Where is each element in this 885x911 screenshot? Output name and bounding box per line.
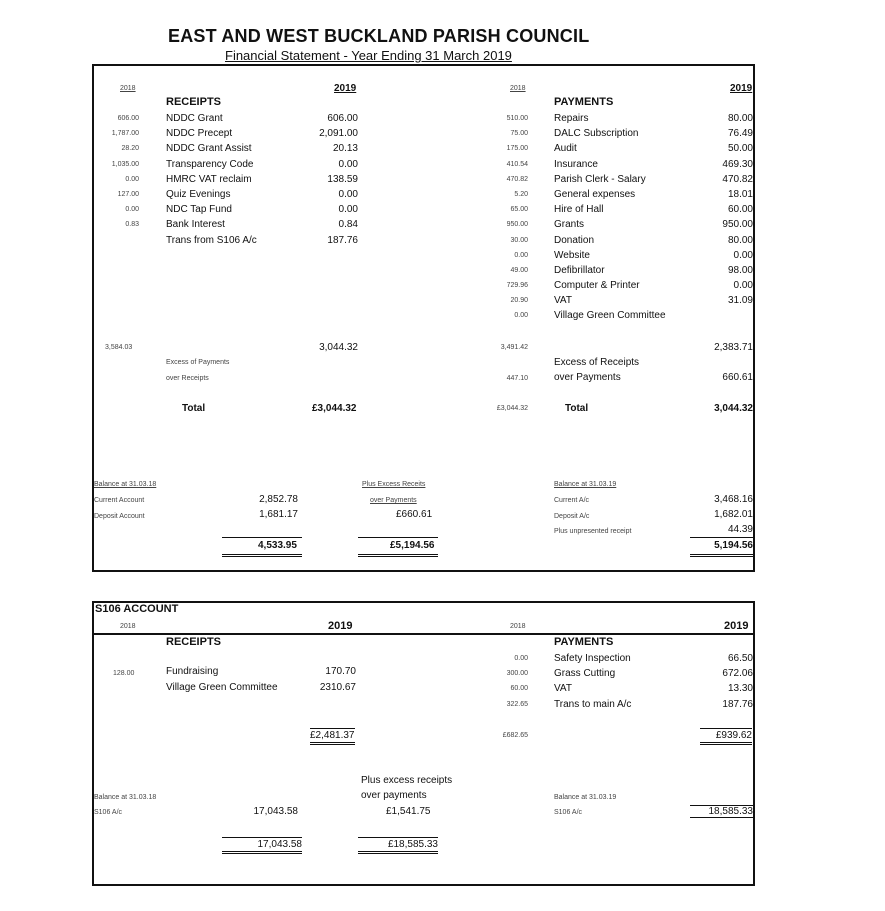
payment-curr: 50.00	[727, 143, 753, 155]
s106-balance-open-value: 17,043.58	[253, 806, 298, 817]
s106-balance-close-label: S106 A/c	[554, 809, 583, 816]
s106-receipt-label: Village Green Committee	[166, 682, 278, 693]
payment-label: Insurance	[554, 158, 598, 170]
receipt-label: NDC Tap Fund	[166, 204, 232, 216]
payment-prev: 30.00	[510, 236, 528, 244]
payment-curr: 950.00	[722, 219, 753, 231]
s106-balance-open-heading: Balance at 31.03.18	[94, 794, 157, 801]
receipt-label: Transparency Code	[166, 158, 254, 170]
balance-close-rule	[690, 537, 753, 538]
payment-prev: 410.54	[506, 160, 528, 168]
receipt-prev: 0.83	[125, 221, 139, 229]
receipt-prev: 1,035.00	[111, 160, 139, 168]
balance-close-deposit-value: 1,682.01	[714, 509, 753, 520]
payments-subtotal-curr: 2,383.71	[714, 342, 753, 353]
receipts-total-curr: £3,044.32	[312, 403, 357, 414]
payment-prev: 5.20	[514, 190, 528, 198]
payments-excess-label-1: Excess of Receipts	[554, 357, 640, 368]
payment-label: General expenses	[554, 188, 636, 200]
payment-label: Website	[554, 249, 590, 261]
s106-title: S106 ACCOUNT	[95, 603, 179, 615]
balance-close-unpresented-label: Plus unpresented receipt	[554, 528, 632, 535]
payment-label: DALC Subscription	[554, 128, 639, 140]
receipt-label: NDDC Precept	[166, 128, 233, 140]
s106-receipts-year-curr: 2019	[328, 620, 353, 632]
payment-curr: 31.09	[727, 295, 753, 307]
payment-label: Audit	[554, 143, 577, 155]
balance-close-deposit-label: Deposit A/c	[554, 513, 590, 520]
payment-prev: 950.00	[506, 221, 528, 229]
balance-open-rule	[222, 537, 302, 538]
payments-heading: PAYMENTS	[554, 96, 614, 108]
s106-excess-value: £1,541.75	[386, 806, 431, 817]
s106-payments-prev-column	[490, 651, 528, 712]
receipt-curr: 0.00	[338, 204, 358, 216]
receipt-prev: 127.00	[117, 190, 139, 198]
receipts-label-column	[166, 111, 257, 248]
payment-prev: 0.00	[514, 312, 528, 320]
receipts-year-prev: 2018	[120, 85, 136, 92]
s106-balance-open-label: S106 A/c	[94, 809, 123, 816]
payment-label: Donation	[554, 234, 595, 246]
payments-subtotal-prev: 3,491.42	[500, 344, 528, 351]
s106-payment-label: Grass Cutting	[554, 668, 616, 680]
receipt-prev: 606.00	[117, 115, 139, 122]
s106-payments-year-prev: 2018	[510, 623, 526, 630]
excess-total: £5,194.56	[390, 540, 435, 551]
receipt-label: NDDC Grant	[166, 113, 223, 124]
excess-rule	[358, 537, 438, 538]
payment-prev: 20.90	[510, 297, 528, 305]
balance-open-current-label: Current Account	[94, 497, 145, 504]
balance-open-deposit-value: 1,681.17	[259, 509, 298, 520]
receipts-total-label: Total	[182, 403, 206, 414]
payment-curr: 469.30	[722, 158, 753, 170]
payment-curr: 80.00	[727, 234, 753, 246]
s106-receipts-total: £2,481.37	[310, 728, 355, 745]
payment-curr	[690, 308, 753, 323]
payment-label: Village Green Committee	[554, 310, 666, 322]
balance-close-double-rule	[690, 554, 753, 557]
payment-label: Parish Clerk - Salary	[554, 173, 646, 185]
payments-excess-prev: 447.10	[506, 375, 528, 382]
payment-label: Grants	[554, 219, 585, 231]
receipt-label: NDDC Grant Assist	[166, 143, 252, 155]
payment-curr: 98.00	[727, 264, 753, 276]
s106-excess-label-1: Plus excess receipts	[361, 775, 453, 786]
receipt-label: HMRC VAT reclaim	[166, 173, 252, 185]
s106-balance-close-value: 18,585.33	[690, 805, 753, 818]
receipt-prev: 28.20	[121, 145, 139, 153]
payment-curr: 470.82	[722, 173, 753, 185]
receipts-excess-label-1: Excess of Payments	[166, 359, 230, 366]
payments-total-prev: £3,044.32	[496, 405, 528, 412]
s106-payment-prev: 60.00	[510, 685, 528, 693]
payment-label: Defibrillator	[554, 264, 605, 276]
excess-double-rule	[358, 554, 438, 557]
receipt-curr: 20.13	[332, 143, 358, 155]
s106-payment-curr: 13.30	[727, 683, 753, 695]
s106-payment-curr: 66.50	[727, 653, 753, 664]
payments-year-curr: 2019	[730, 83, 753, 94]
receipts-subtotal-curr: 3,044.32	[319, 342, 358, 353]
payments-year-prev: 2018	[510, 85, 526, 92]
balance-open-total: 4,533.95	[258, 540, 297, 551]
excess-label-1: Plus Excess Receits	[362, 481, 426, 488]
s106-excess-total: £18,585.33	[358, 837, 438, 854]
s106-payments-label-column	[554, 651, 631, 712]
s106-excess-label-2: over payments	[361, 790, 427, 801]
s106-receipt-curr: 2310.67	[319, 682, 356, 693]
balance-open-heading: Balance at 31.03.18	[94, 481, 157, 488]
receipt-curr: 0.00	[338, 158, 358, 170]
payment-curr: 60.00	[727, 204, 753, 216]
payment-prev: 470.82	[506, 175, 528, 183]
s106-payment-label: Trans to main A/c	[554, 698, 632, 710]
payment-prev: 729.96	[506, 282, 528, 290]
payment-label: Hire of Hall	[554, 204, 604, 216]
excess-label-2: over Payments	[370, 497, 417, 504]
receipt-curr: 0.84	[338, 219, 358, 231]
receipts-subtotal-prev: 3,584.03	[105, 344, 133, 351]
balance-close-total: 5,194.56	[714, 540, 753, 551]
payment-prev: 75.00	[510, 130, 528, 138]
payment-curr: 0.00	[733, 249, 753, 261]
s106-payments-year-curr: 2019	[724, 620, 749, 632]
s106-payment-prev: 0.00	[514, 655, 528, 662]
payments-excess-curr: 660.61	[722, 372, 753, 383]
excess-value: £660.61	[396, 509, 433, 520]
balance-open-current-value: 2,852.78	[259, 494, 298, 505]
balance-open-deposit-label: Deposit Account	[94, 513, 145, 520]
s106-receipt-curr: 170.70	[325, 666, 356, 677]
receipt-prev: 0.00	[125, 175, 139, 183]
payment-label: Computer & Printer	[554, 280, 640, 292]
payment-prev: 49.00	[510, 266, 528, 274]
receipt-curr: 2,091.00	[319, 128, 358, 140]
receipts-excess-label-2: over Receipts	[166, 375, 209, 382]
payments-total-label: Total	[565, 403, 589, 414]
receipt-curr: 138.59	[327, 173, 358, 185]
receipts-curr-column	[290, 111, 358, 248]
payment-curr: 80.00	[727, 113, 753, 124]
s106-receipt-label: Fundraising	[166, 666, 219, 677]
receipts-year-curr: 2019	[334, 83, 357, 94]
payment-curr: 76.49	[727, 128, 753, 140]
s106-payments-total-prev: £682.65	[502, 732, 528, 739]
s106-payment-prev: 300.00	[506, 670, 528, 678]
payment-prev: 175.00	[506, 145, 528, 153]
payment-label: Repairs	[554, 113, 589, 124]
payment-prev: 0.00	[514, 251, 528, 259]
receipt-label: Trans from S106 A/c	[166, 234, 257, 246]
balance-close-unpresented-value: 44.39	[727, 524, 753, 535]
receipts-prev-column	[95, 111, 139, 248]
payments-label-column	[554, 111, 666, 324]
receipt-curr: 0.00	[338, 188, 358, 200]
s106-receipt-prev: 128.00	[113, 670, 135, 677]
payments-prev-column	[490, 111, 528, 324]
s106-header-rule	[92, 633, 755, 635]
payment-curr: 0.00	[733, 280, 753, 292]
balance-open-double-rule	[222, 554, 302, 557]
s106-receipts-heading: RECEIPTS	[166, 636, 222, 648]
s106-payments-heading: PAYMENTS	[554, 636, 614, 648]
s106-balance-open-total: 17,043.58	[222, 837, 302, 854]
s106-payment-curr: 187.76	[722, 698, 753, 710]
s106-payment-curr: 672.06	[722, 668, 753, 680]
receipt-prev	[95, 233, 139, 248]
receipt-label: Bank Interest	[166, 219, 225, 231]
receipts-heading: RECEIPTS	[166, 96, 222, 108]
s106-payments-total-curr: £939.62	[700, 728, 752, 745]
page-subtitle: Financial Statement - Year Ending 31 March 2019	[225, 48, 512, 63]
receipt-curr: 606.00	[327, 113, 358, 124]
balance-close-current-label: Current A/c	[554, 497, 590, 504]
payment-prev: 65.00	[510, 206, 528, 214]
receipt-label: Quiz Evenings	[166, 188, 231, 200]
s106-payment-label: VAT	[554, 683, 572, 695]
payment-curr: 18.01	[727, 188, 753, 200]
s106-payments-curr-column	[690, 651, 753, 712]
payment-prev: 510.00	[506, 115, 528, 122]
payments-excess-label-2: over Payments	[554, 372, 621, 383]
s106-receipts-year-prev: 2018	[120, 623, 136, 630]
receipt-prev: 0.00	[125, 206, 139, 214]
s106-payment-prev: 322.65	[506, 700, 528, 708]
payments-total-curr: 3,044.32	[714, 403, 753, 414]
balance-close-current-value: 3,468.16	[714, 494, 753, 505]
s106-payment-label: Safety Inspection	[554, 653, 631, 664]
payment-label: VAT	[554, 295, 572, 307]
receipt-curr: 187.76	[327, 234, 358, 246]
payments-curr-column	[690, 111, 753, 324]
s106-balance-close-heading: Balance at 31.03.19	[554, 794, 617, 801]
balance-close-heading: Balance at 31.03.19	[554, 481, 617, 488]
page-title: EAST AND WEST BUCKLAND PARISH COUNCIL	[168, 26, 590, 46]
receipt-prev: 1,787.00	[111, 130, 139, 138]
